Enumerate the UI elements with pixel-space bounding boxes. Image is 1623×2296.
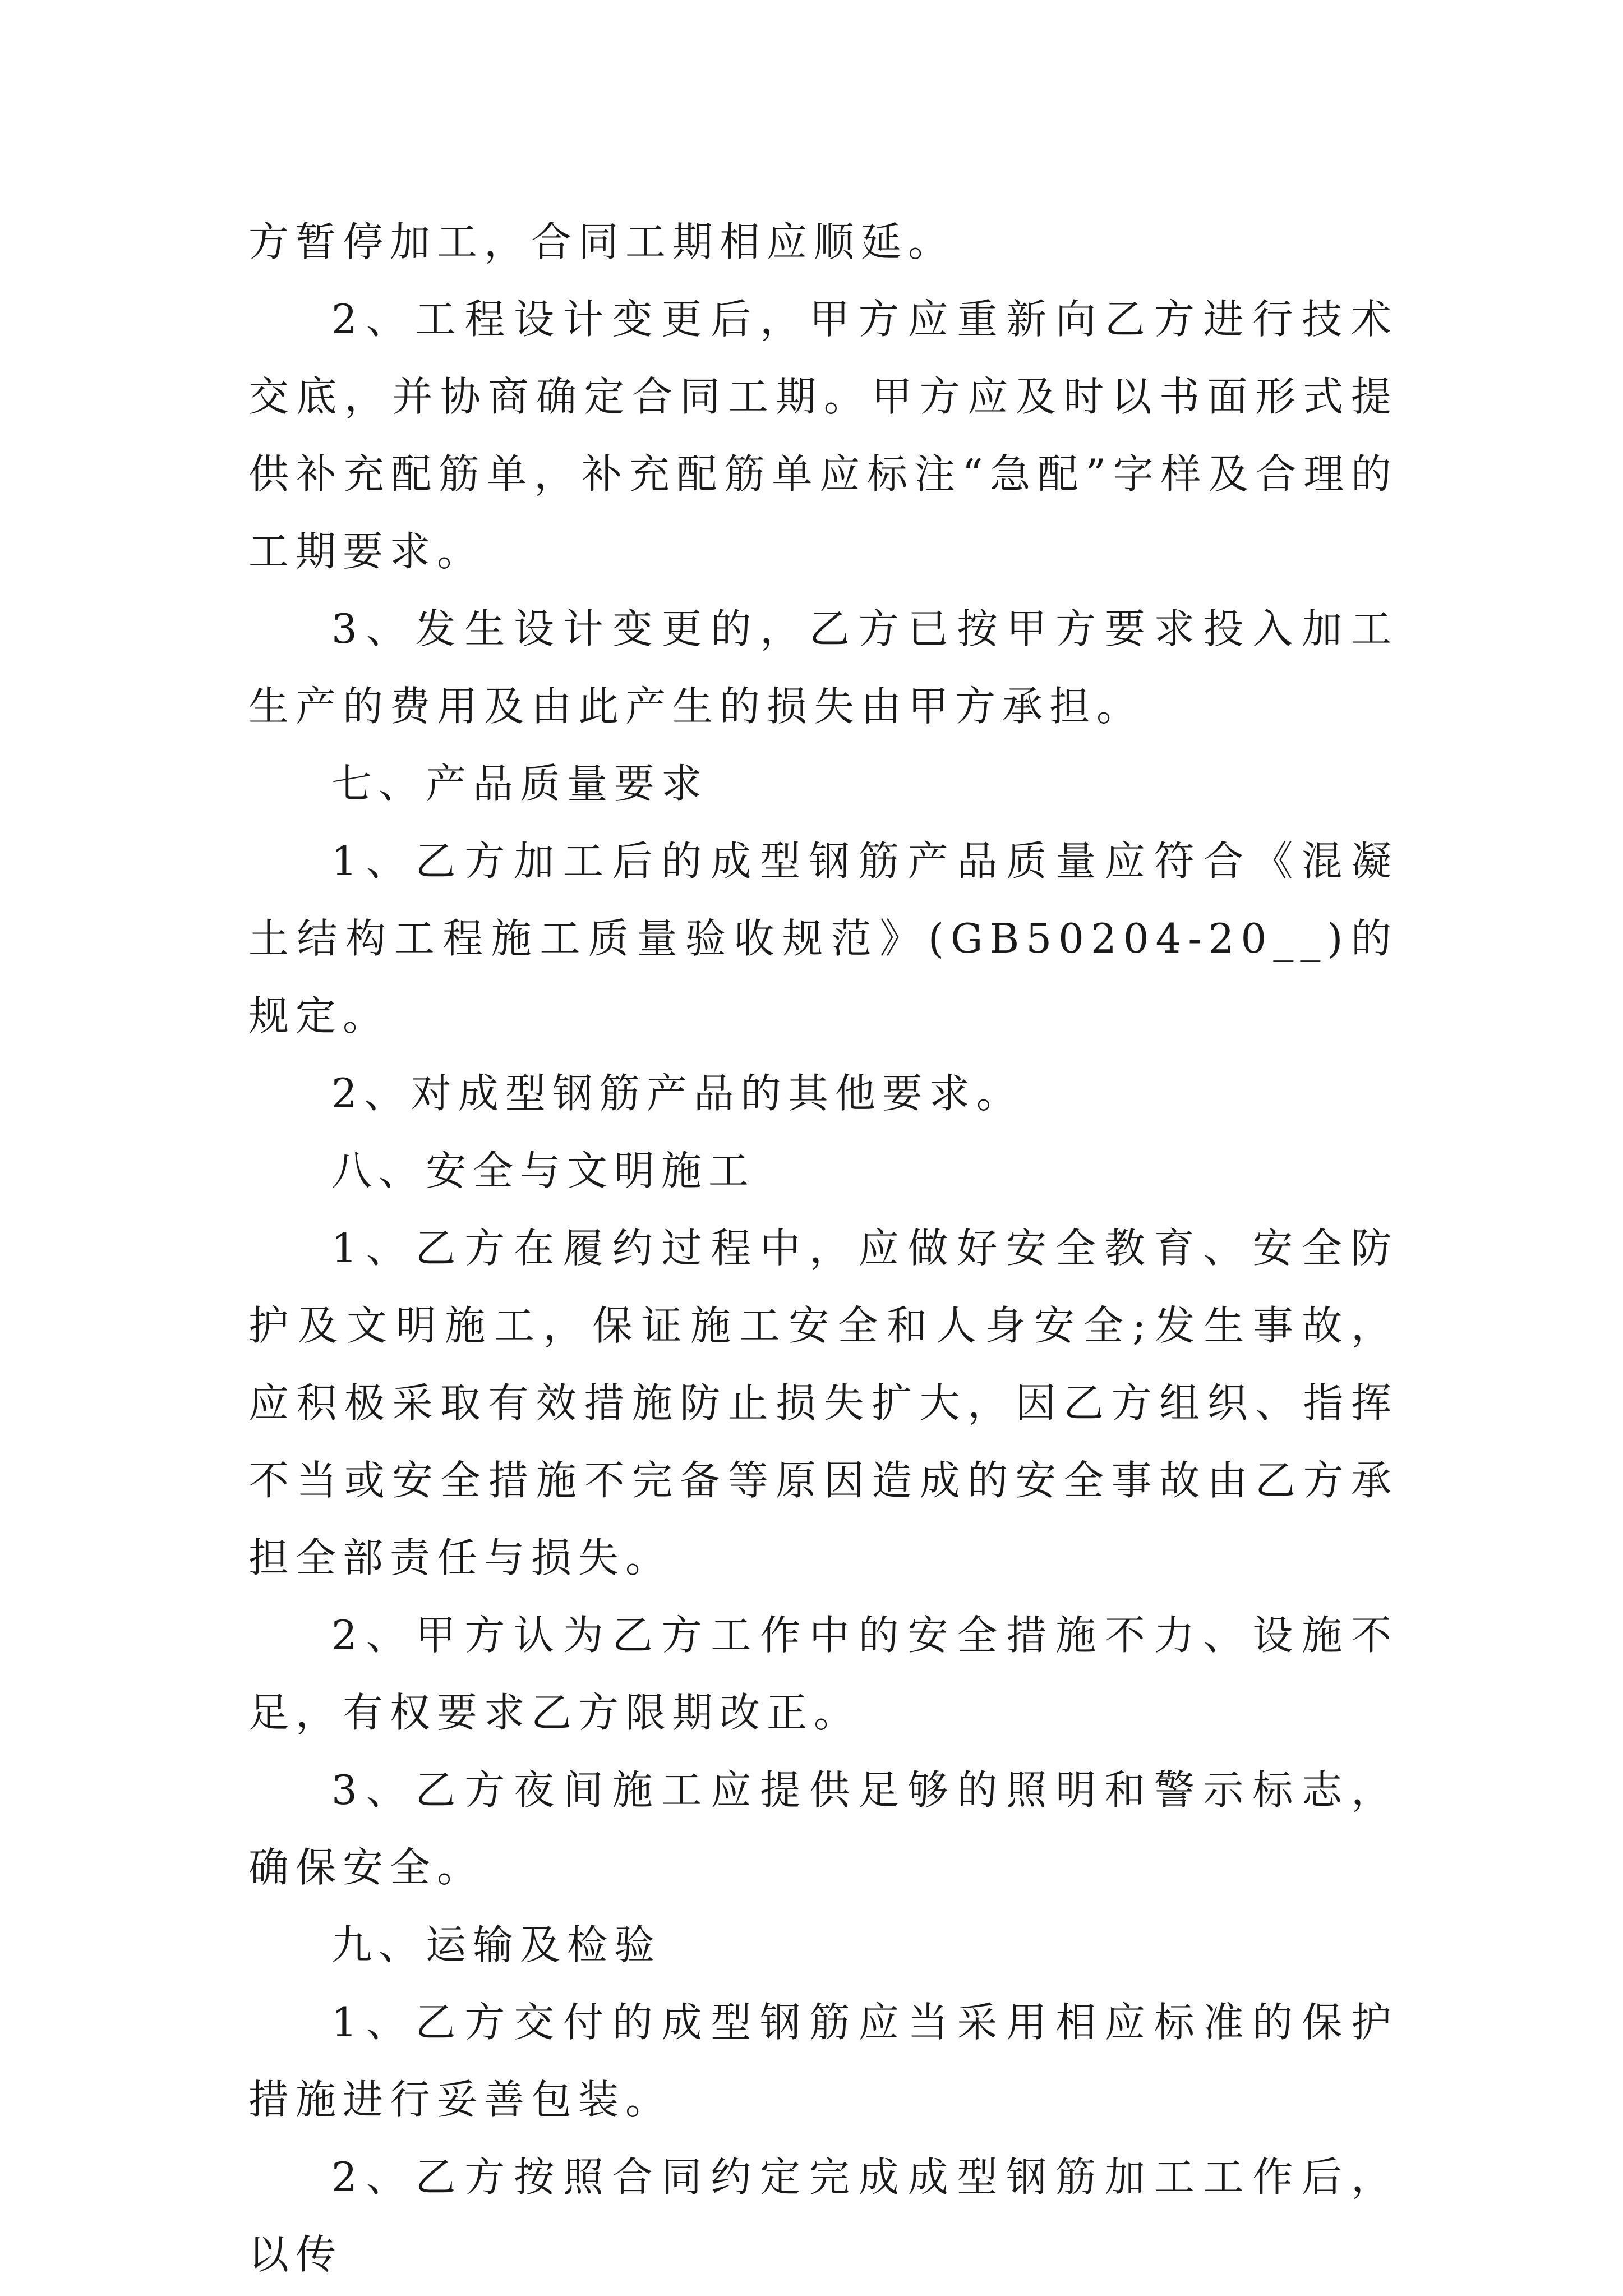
paragraph-design-change-3: 3、发生设计变更的，乙方已按甲方要求投入加工生产的费用及由此产生的损失由甲方承担。 <box>248 605 1398 730</box>
paragraph-safety-2: 2、甲方认为乙方工作中的安全措施不力、设施不足，有权要求乙方限期改正。 <box>248 1612 1398 1736</box>
paragraph-transport-2: 2、乙方按照合同约定完成成型钢筋加工工作后，以传 <box>248 2154 1398 2278</box>
section-heading-quality: 七、产品质量要求 <box>331 760 709 807</box>
paragraph-design-change-2: 2、工程设计变更后，甲方应重新向乙方进行技术交底，并协商确定合同工期。甲方应及时以书面形式提供补充配筋单，补充配筋单应标注“急配”字样及合理的工期要求。 <box>248 296 1398 575</box>
paragraph-continuation: 方暂停加工，合同工期相应顺延。 <box>248 218 956 265</box>
paragraph-quality-2: 2、对成型钢筋产品的其他要求。 <box>331 1070 1023 1117</box>
section-heading-safety: 八、安全与文明施工 <box>331 1147 756 1194</box>
document-body <box>248 203 1398 2293</box>
paragraph-safety-3: 3、乙方夜间施工应提供足够的照明和警示标志，确保安全。 <box>248 1766 1398 1891</box>
paragraph-quality-1: 1、乙方加工后的成型钢筋产品质量应符合《混凝土结构工程施工质量验收规范》(GB50204-20__)的规定。 <box>248 838 1398 1039</box>
section-heading-transport: 九、运输及检验 <box>331 1921 662 1968</box>
paragraph-safety-1: 1、乙方在履约过程中，应做好安全教育、安全防护及文明施工，保证施工安全和人身安全;发生事故，应积极采取有效措施防止损失扩大，因乙方组织、指挥不当或安全措施不完备等原因造成的安全事故由乙方承担全部责任与损失。 <box>248 1225 1398 1581</box>
paragraph-transport-1: 1、乙方交付的成型钢筋应当采用相应标准的保护措施进行妥善包装。 <box>248 1999 1398 2123</box>
